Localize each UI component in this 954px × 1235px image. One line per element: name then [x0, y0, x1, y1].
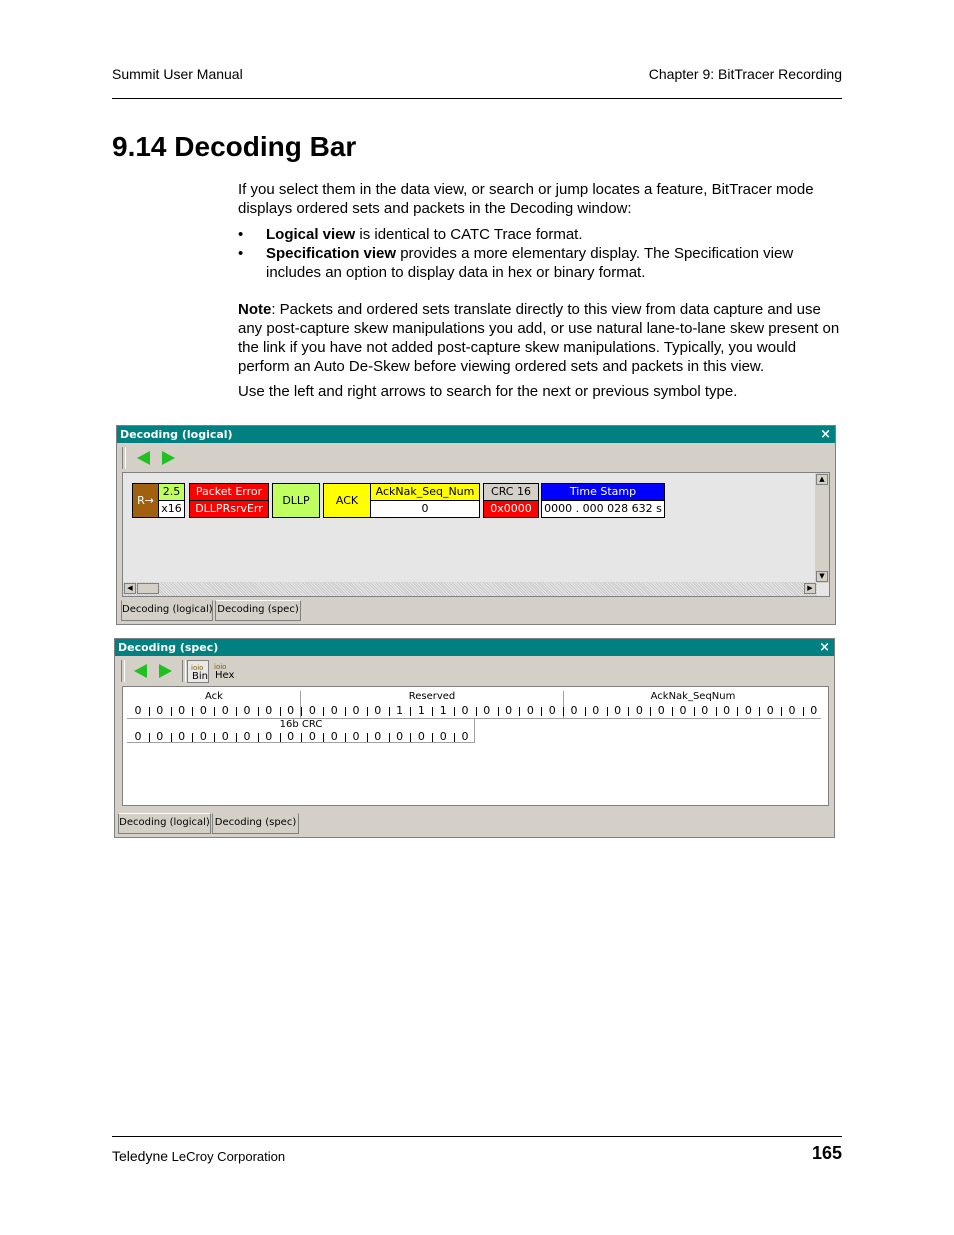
tab-decoding-logical[interactable]: Decoding (logical) [121, 600, 213, 621]
bit-values-row-2 [127, 730, 479, 744]
bit-row-1 [127, 691, 821, 719]
bit-divider [389, 733, 390, 742]
running-header-right: Chapter 9: BitTracer Recording [648, 66, 842, 82]
bit-divider [410, 733, 411, 742]
window-title: Decoding (logical) [120, 428, 233, 441]
bit-value: 0 [308, 730, 316, 743]
hex-mode-button[interactable] [212, 660, 234, 683]
note-text: : Packets and ordered sets translate directly to this view from data capture and use any post-capture skew manipulations you add, or use natural lane-to-lane skew present on the link if you have not added post-capture skew manipulations. Typically, you would perform an Auto De-Skew before viewing ordered sets and packets in this view. [238, 301, 840, 375]
tab-decoding-spec[interactable]: Decoding (spec) [215, 600, 301, 621]
bit-value: 0 [352, 730, 360, 743]
horizontal-scroll-thumb[interactable] [137, 583, 159, 594]
bit-value: 0 [308, 704, 316, 717]
bit-value: 1 [417, 704, 425, 717]
bit-divider [759, 707, 760, 716]
bin-label: Bin [192, 671, 208, 682]
bit-divider [650, 707, 651, 716]
bit-value: 0 [221, 730, 229, 743]
bit-value: 0 [178, 704, 186, 717]
bit-divider [367, 707, 368, 716]
next-arrow-icon[interactable] [159, 664, 172, 678]
bullet-text: is identical to CATC Trace format. [355, 226, 583, 243]
timestamp-value: 0000 . 000 028 632 s [541, 500, 665, 518]
close-icon[interactable]: × [819, 640, 830, 655]
horizontal-scrollbar[interactable] [123, 582, 817, 596]
bit-value: 0 [679, 704, 687, 717]
bit-divider [345, 733, 346, 742]
bit-divider [498, 707, 499, 716]
hex-icon: ioio [214, 663, 227, 671]
bullet-list [238, 225, 842, 282]
bit-value: 0 [635, 704, 643, 717]
bit-divider [607, 707, 608, 716]
bit-value: 0 [374, 730, 382, 743]
bit-value: 0 [723, 704, 731, 717]
bin-mode-button[interactable] [187, 660, 209, 683]
packet-error-label: Packet Error [189, 483, 269, 501]
toolbar-separator [122, 447, 126, 469]
crc-label: CRC 16 [483, 483, 539, 501]
bit-divider [149, 733, 150, 742]
bit-value: 0 [592, 704, 600, 717]
bit-value: 0 [483, 704, 491, 717]
packet-error-value: DLLPRsrvErr [189, 500, 269, 518]
bit-divider [301, 707, 302, 716]
bit-values-row-1 [127, 704, 831, 718]
bit-value: 0 [134, 704, 142, 717]
bit-divider [432, 707, 433, 716]
bit-value: 0 [330, 704, 338, 717]
speed-cell: 2.5 [158, 483, 185, 501]
bit-divider [301, 733, 302, 742]
bit-divider [672, 707, 673, 716]
bit-value: 0 [461, 730, 469, 743]
bit-divider [563, 707, 564, 716]
bit-divider [323, 707, 324, 716]
bit-value: 0 [330, 730, 338, 743]
bit-divider [192, 733, 193, 742]
decoding-logical-window [116, 425, 836, 625]
logical-content-pane [122, 472, 830, 597]
bullet-marker: • [238, 245, 244, 262]
scroll-up-icon[interactable]: ▲ [816, 474, 828, 485]
window-title: Decoding (spec) [118, 641, 219, 654]
bit-divider [454, 733, 455, 742]
scroll-left-icon[interactable]: ◀ [124, 583, 136, 594]
footer-company-a: Teledyne [112, 1148, 169, 1164]
bit-value: 0 [614, 704, 622, 717]
bit-divider [280, 733, 281, 742]
bit-value: 0 [439, 730, 447, 743]
bit-divider [323, 733, 324, 742]
acknak-seq-label: AckNak_Seq_Num [370, 483, 480, 501]
bit-divider [214, 707, 215, 716]
bit-value: 0 [570, 704, 578, 717]
window-titlebar [117, 426, 835, 443]
footer-rule [112, 1136, 842, 1137]
toolbar-separator [121, 660, 125, 682]
bit-divider [541, 707, 542, 716]
bullet-item [238, 244, 842, 282]
bullet-bold: Specification view [266, 245, 397, 262]
bit-value: 0 [287, 704, 295, 717]
note-paragraph [238, 300, 842, 376]
bit-value: 0 [287, 730, 295, 743]
bit-divider [214, 733, 215, 742]
bit-value: 0 [134, 730, 142, 743]
tab-decoding-logical[interactable]: Decoding (logical) [118, 813, 211, 834]
width-cell: x16 [158, 500, 185, 518]
bit-value: 0 [243, 730, 251, 743]
bit-divider [737, 707, 738, 716]
bit-value: 0 [156, 704, 164, 717]
bit-value: 0 [744, 704, 752, 717]
bit-divider [280, 707, 281, 716]
section-title: 9.14 Decoding Bar [112, 131, 357, 162]
bit-row-2 [127, 719, 475, 743]
field-label-acknak-seqnum: AckNak_SeqNum [650, 691, 736, 702]
bit-value: 0 [178, 730, 186, 743]
prev-arrow-icon[interactable] [137, 451, 150, 465]
prev-arrow-icon[interactable] [134, 664, 147, 678]
bit-divider [519, 707, 520, 716]
bullet-bold: Logical view [266, 226, 356, 243]
header-rule [112, 98, 842, 99]
bullet-marker: • [238, 226, 244, 243]
direction-cell: R→ [132, 483, 159, 518]
footer-company-b: LeCroy Corporation [168, 1149, 286, 1164]
bit-value: 0 [374, 704, 382, 717]
bit-divider [585, 707, 586, 716]
bit-divider [803, 707, 804, 716]
bit-value: 0 [810, 704, 818, 717]
bit-divider [236, 707, 237, 716]
bullet-text: provides a more elementary display. The Specification view includes an option to display data in hex or binary format. [266, 245, 794, 281]
crc-value: 0x0000 [483, 500, 539, 518]
bit-value: 0 [548, 704, 556, 717]
arrows-text: Use the left and right arrows to search for the next or previous symbol type. [238, 383, 738, 400]
footer-company [112, 1148, 285, 1164]
acknak-seq-value: 0 [370, 500, 480, 518]
intro-text: If you select them in the data view, or search or jump locates a feature, BitTracer mode displays ordered sets and packets in the Decoding window: [238, 181, 814, 217]
decoding-spec-window [114, 638, 835, 838]
intro-paragraph [238, 180, 842, 218]
bit-value: 0 [199, 730, 207, 743]
bit-value: 0 [657, 704, 665, 717]
ack-cell: ACK [323, 483, 371, 518]
bit-divider [171, 733, 172, 742]
bit-value: 0 [766, 704, 774, 717]
bit-value: 1 [396, 704, 404, 717]
bit-divider [781, 707, 782, 716]
bit-value: 0 [199, 704, 207, 717]
bit-divider [258, 733, 259, 742]
bit-value: 0 [461, 704, 469, 717]
bit-divider [694, 707, 695, 716]
bit-divider [454, 707, 455, 716]
toolbar-separator [182, 660, 186, 682]
arrows-paragraph [238, 382, 842, 401]
field-label-16b-crc: 16b CRC [279, 719, 323, 730]
hex-label: Hex [215, 670, 235, 681]
bit-divider [192, 707, 193, 716]
close-icon[interactable]: × [820, 427, 831, 442]
bit-value: 1 [439, 704, 447, 717]
bit-value: 0 [156, 730, 164, 743]
running-header-left: Summit User Manual [112, 66, 243, 82]
next-arrow-icon[interactable] [162, 451, 175, 465]
bit-value: 0 [417, 730, 425, 743]
bit-divider [716, 707, 717, 716]
bit-divider [410, 707, 411, 716]
bit-value: 0 [788, 704, 796, 717]
bit-divider [258, 707, 259, 716]
page-number: 165 [811, 1143, 842, 1163]
bullet-item [238, 225, 842, 244]
vertical-scrollbar[interactable] [815, 473, 829, 583]
bit-value: 0 [221, 704, 229, 717]
bit-value: 0 [243, 704, 251, 717]
bit-divider [236, 733, 237, 742]
spec-content-pane [122, 686, 829, 806]
bit-value: 0 [701, 704, 709, 717]
bit-value: 0 [396, 730, 404, 743]
bit-divider [367, 733, 368, 742]
bit-divider [476, 707, 477, 716]
bit-value: 0 [265, 730, 273, 743]
bit-divider [628, 707, 629, 716]
note-label: Note [238, 301, 272, 318]
bit-value: 0 [265, 704, 273, 717]
bit-divider [432, 733, 433, 742]
bin-icon: ioio [191, 664, 204, 672]
bit-divider [149, 707, 150, 716]
tab-decoding-spec[interactable]: Decoding (spec) [212, 813, 299, 834]
bit-value: 0 [526, 704, 534, 717]
bit-divider [389, 707, 390, 716]
scroll-right-icon[interactable]: ▶ [804, 583, 816, 594]
bit-divider [345, 707, 346, 716]
field-label-reserved: Reserved [408, 691, 456, 702]
bit-value: 0 [352, 704, 360, 717]
window-titlebar [115, 639, 834, 656]
dllp-cell: DLLP [272, 483, 320, 518]
scroll-down-icon[interactable]: ▼ [816, 571, 828, 582]
bit-value: 0 [505, 704, 513, 717]
timestamp-label: Time Stamp [541, 483, 665, 501]
bit-divider [171, 707, 172, 716]
field-label-ack: Ack [205, 691, 223, 702]
